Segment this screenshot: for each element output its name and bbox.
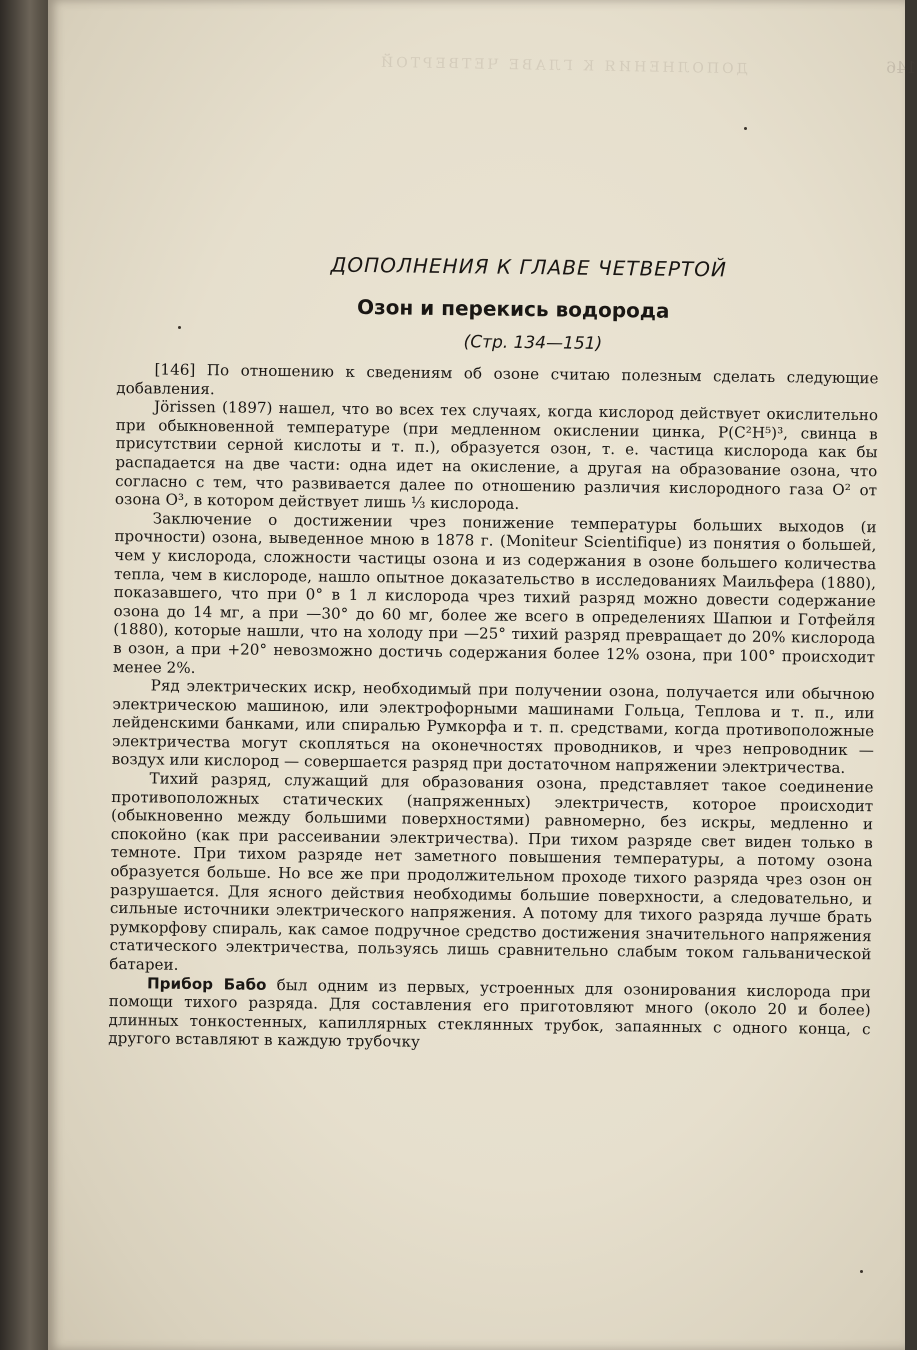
bleed-through-header: ДОПОЛНЕНИЯ К ГЛАВЕ ЧЕТВЕРТОЙ — [377, 54, 749, 78]
paragraph-jorissen: Jörissen (1897) нашел, что во всех тех случаях, когда кислород действует окислительно при обыкновенной температуре (при медленном окислении цинка, P(C²H⁵)³, свинца в присутствии серной кислоты и т. п.), образуется озон, т. е. частица кислорода как бы распадается на две части: одна идет на окисление, а другая на образование озона, что согласно с тем, что развивается далее по отношению различия кислородного газа O² от озона O³, в котором действует лишь ⅓ кислорода. — [114, 397, 879, 514]
page-content — [108, 250, 880, 1057]
paragraph-babo-apparatus — [108, 974, 871, 1058]
ink-speck — [744, 127, 747, 130]
babo-apparatus-text: был одним из первых, устроенных для озонирования кислорода при помощи тихого разряда. Для составления его приготовляют много (около 20 и более) длинных тонкостенных, капиллярных стеклянных трубок, запаянных с одного конца, с другого вставляют в каждую трубочку — [108, 975, 872, 1052]
paragraph-146: [146] По отношению к сведениям об озоне считаю полезным сделать следующие добавления. — [116, 360, 879, 398]
babo-apparatus-lead: Прибор Бабо — [146, 974, 267, 994]
chapter-title: ДОПОЛНЕНИЯ К ГЛАВЕ ЧЕТВЕРТОЙ — [330, 252, 728, 282]
section-title: Озон и перекись водорода — [356, 294, 670, 323]
paragraph-temperature: Заключение о достижении чрез понижение температуры больших выходов (и прочности) озона, выведенное мною в 1878 г. (Moniteur Scientifique) из понятия о большей, чем у кислорода, сложности частицы озона и из содержания в озоне большего количества тепла, чем в кислороде, нашло опытное доказательство в исследованиях Маильфера (1880), показавшего, что при 0° в 1 л кислорода чрез тихий разряд можно довести содержание озона до 14 мг, а при —30° до 60 мг, более же всего в определениях Шапюи и Готфейля (1880), которые нашли, что на холоду при —25° тихий разряд превращает до 20% кислорода в озон, а при +20° невозможно достичь содержания более 12% озона, при 100° происходит менее 2%. — [112, 509, 877, 677]
paragraph-sparks: Ряд электрических искр, необходимый при получении озона, получается или обычною электрическою машиною, или электрофорными машинами Гольца, Теплова и т. п., или лейденскими банками, или спиралью Румкорфа и т. п. средствами, когда противоположные электричества могут скопляться на оконечностях проводников, и чрез непроводник — воздух или кислород — совершается разряд при достаточном напряжении электричества. — [111, 676, 875, 778]
page-range-reference: (Стр. 134—151) — [463, 332, 603, 354]
bleed-through-page-number: 146 — [886, 58, 917, 77]
ink-speck — [860, 1270, 863, 1273]
paragraph-silent-discharge: Тихий разряд, служащий для образования озона, представляет такое соединение противоположных статических (напряженных) электричеств, которое происходит (обыкновенно между большими поверхностями) равномерно, без искры, медленно и спокойно (как при рассеивании электричества). При тихом разряде свет виден только в темноте. При тихом разряде нет заметного повышения температуры, а потому озона образуется больше. Но все же при продолжительном проходе тихого разряда чрез озон он разрушается. Для ясного действия необходимы большие поверхности, а следовательно, и сильные источники электрического напряжения. А потому для тихого разряда лучше брать румкорфову спираль, как самое подручное средство достижения значительного напряжения статического электричества, пользуясь лишь сравнительно слабым током гальванической батареи. — [109, 769, 874, 974]
